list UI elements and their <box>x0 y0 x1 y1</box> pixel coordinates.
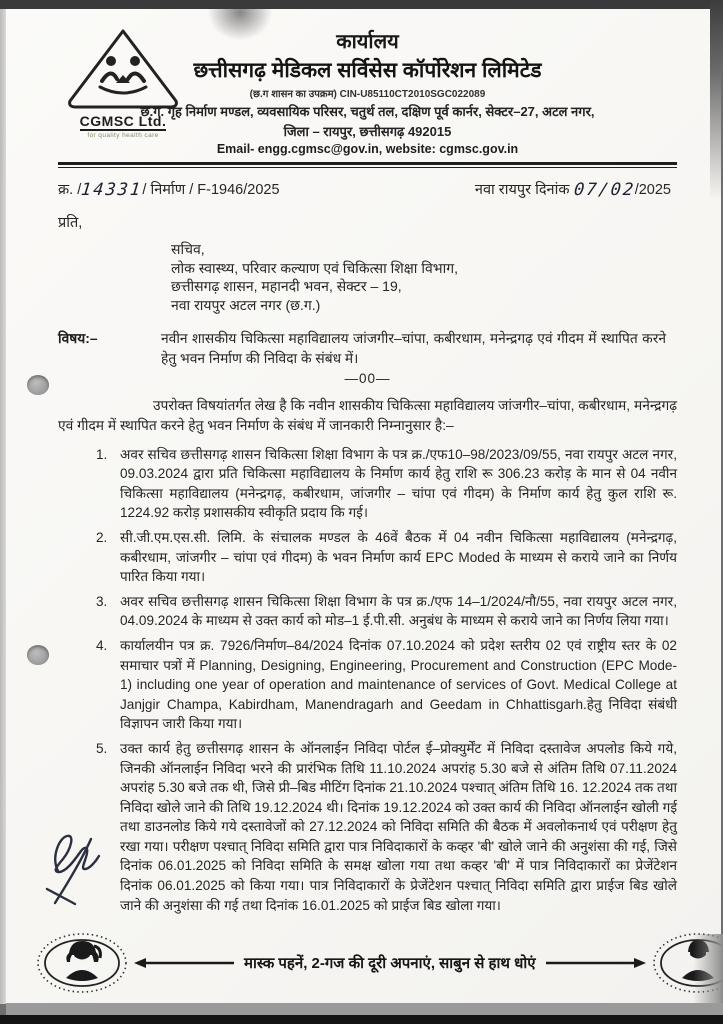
scan-edge-bottom-black <box>0 1015 723 1024</box>
numbered-point <box>96 445 677 523</box>
letterhead-divider <box>58 162 677 168</box>
addressee-line: छत्तीसगढ़ शासन, महानदी भवन, सेक्टर – 19, <box>171 278 402 294</box>
place-date-label: नवा रायपुर दिनांक <box>474 182 570 198</box>
address-line-2: जिला – रायपुर, छत्तीसगढ़ 492015 <box>283 124 452 139</box>
covid-message: मास्क पहनें, 2-गज की दूरी अपनाएं, साबुन से हाथ धोएं <box>244 955 536 972</box>
numbered-point <box>96 592 677 631</box>
point-number: 2. <box>96 529 108 545</box>
subject-label: विषय:– <box>58 331 98 346</box>
scan-smudge <box>205 9 275 43</box>
address-line-1: छ.ग. गृह निर्माण मण्डल, व्यवसायिक परिसर, चतुर्थ तल, दक्षिण पूर्व कार्नर, सेक्टर–27, अटल नगर, <box>140 104 595 119</box>
date-handwritten: 07/02 <box>572 180 636 200</box>
point-number: 5. <box>96 740 108 756</box>
subject-row <box>58 329 677 368</box>
point-text: अवर सचिव छत्तीसगढ़ शासन चिकित्सा शिक्षा विभाग के पत्र क्र./एफ10–98/2023/09/55, नवा रायपुर अटल नगर, 09.03.2024 द्वारा प्रति चिकित्सा महाविद्यालय के निर्माण कार्य हेतु राशि रू 306.23 करोड़ के मान से 04 नवीन चिकित्सा महाविद्यालय (मनेन्द्रगढ़, कबीरधाम, जांजगीर – चांपा एवं गीदम) के निर्माण कार्य हेतु कुल राशि रू. 1224.92 करोड़ प्रशासकीय स्वीकृति प्रदाय कि गई। <box>120 446 677 521</box>
intro-paragraph: उपरोक्त विषयांतर्गत लेख है कि नवीन शासकीय चिकित्सा महाविद्यालय जांजगीर–चांपा, कबीरधाम, मनेन्द्रगढ़ एवं गीदम में स्थापित करने हेतु भवन निर्माण के संबंध में जानकारी निम्नानुसार है:– <box>58 398 677 433</box>
letter-content <box>6 9 721 915</box>
salutation: प्रति, <box>58 215 83 231</box>
numbered-point <box>96 636 677 734</box>
cgmsc-logo-icon <box>64 27 182 113</box>
cgmsc-logo <box>52 27 194 139</box>
organization-name: छत्तीसगढ़ मेडिकल सर्विसेस कॉर्पोरेशन लिमिटेड <box>193 59 542 82</box>
point-number: 1. <box>96 446 108 462</box>
scan-edge-right-bottom <box>693 934 723 1004</box>
ref-prefix: क्र. / <box>58 182 82 198</box>
point-number: 4. <box>96 637 108 653</box>
scan-edge-left <box>0 9 6 1004</box>
addressee-line: सचिव, <box>171 241 205 257</box>
letterhead <box>58 19 677 156</box>
scan-edge-top <box>0 0 723 9</box>
place-date <box>475 179 677 199</box>
reference-row <box>58 179 677 199</box>
point-text: उक्त कार्य हेतु छत्तीसगढ़ शासन के ऑनलाईन निविदा पोर्टल ई–प्रोक्युर्मेंट में निविदा दस्तावेज अपलोड किये गये, जिनकी ऑनलाईन निविदा भरने की प्रारंभिक तिथि 11.10.2024 अपरांह 5.30 बजे से अंतिम तिथि 07.11.2024 अपरांह 5.30 बजे तक थी, जिसे प्री–बिड मीटिंग दिनांक 21.10.2024 पश्चात् अंतिम तिथि 16. 12.2024 तक तथा निविदा खोले जाने की तिथि 19.12.2024 थी। दिनांक 19.12.2024 को उक्त कार्य की निविदा ऑनलाईन खोली गई तथा डाउनलोड किये गये दस्तावेजों को 27.12.2024 को निविदा समिति की बैठक में अवलोकनार्थ एवं परीक्षण हेतु रखा गया। परीक्षण पश्चात् निविदा समिति द्वारा पात्र निविदाकारों के कव्हर 'बी' खोले जाने की अनुशंसा की गई, जिसे दिनांक 06.01.2025 को निविदा समिति के समक्ष खोला गया तथा कव्हर 'बी' में पात्र निविदाकारों का प्रेजेंटेशन दिनांक 06.01.2025 को किया गया। पात्र निविदाकारों के प्रेजेंटेशन पश्चात् निविदा समिति द्वारा प्राईज बिड खोले जाने की अनुशंसा की गई तथा दिनांक 16.01.2025 को प्राईज बिड खोला गया। <box>120 740 677 913</box>
right-arrow-icon <box>546 957 646 969</box>
point-text: सी.जी.एम.एस.सी. लिमि. के संचालक मण्डल के 46वें बैठक में 04 नवीन चिकित्सा महाविद्यालय (मनेन्द्रगढ़, कबीरधाम, जांजगीर – चांपा एवं गीदम) के भवन निर्माण कार्य EPC Moded के माध्यम से कराये जाने का निर्णय पारित किया गया। <box>120 529 677 585</box>
reference-number <box>58 179 280 199</box>
addressee-line: नवा रायपुर अटल नगर (छ.ग.) <box>171 296 321 313</box>
point-number: 3. <box>96 593 108 609</box>
numbered-point <box>96 528 677 587</box>
left-arrow-icon <box>134 957 234 969</box>
point-text: अवर सचिव छत्तीसगढ़ शासन चिकित्सा शिक्षा विभाग के पत्र क्र./एफ 14–1/2024/नौ/55, नवा रायपुर अटल नगर, 04.09.2024 के माध्यम से उक्त कार्य को मोड–1 ई.पी.सी. अनुबंध के माध्यम से कराये जाने का निर्णय लिया गया। <box>120 593 677 629</box>
scan-edge-right <box>710 0 723 200</box>
ref-number-handwritten: 14331 <box>80 180 144 200</box>
scanned-letter-page <box>6 9 721 1004</box>
cin-line: (छ.ग शासन का उपक्रम) CIN-U85110CT2010SGC022089 <box>249 89 486 100</box>
point-text: कार्यालयीन पत्र क्र. 7926/निर्माण–84/2024 दिनांक 07.10.2024 को प्रदेश स्तरीय 02 एवं राष्ट्रीय स्तर के 02 समाचार पत्रों में Planning, Designing, Engineering, Procurement and Construction (EPC Mode-1) including one year of operation and maintenance of services of Govt. Medical College at Janjgir Champa, Kabirdham, Manendragarh and Geedam in Chhattisgarh.हेतु निविदा संबंधी विज्ञापन जारी किया गया। <box>120 637 677 732</box>
signature-mark-icon <box>42 827 114 919</box>
contact-line: Email- engg.cgmsc@gov.in, website: cgmsc.gov.in <box>216 142 519 156</box>
numbered-points <box>96 445 677 916</box>
numbered-point <box>96 739 677 915</box>
addressee-line: लोक स्वास्थ्य, परिवार कल्याण एवं चिकित्सा शिक्षा विभाग, <box>171 259 458 276</box>
addressee-block <box>171 240 677 314</box>
section-divider: —00— <box>344 371 391 386</box>
subject-text: नवीन शासकीय चिकित्सा महाविद्यालय जांजगीर–चांपा, कबीरधाम, मनेन्द्रगढ़ एवं गीदम में स्थापित करने हेतु भवन निर्माण की निविदा के संबंध में। <box>161 331 666 366</box>
logo-tagline: for quality health care <box>87 132 159 139</box>
date-year: /2025 <box>634 182 671 198</box>
covid-advisory-footer <box>36 932 697 994</box>
female-mask-icon <box>36 932 128 994</box>
ref-suffix: / निर्माण / F-1946/2025 <box>142 182 280 198</box>
office-label: कार्यालय <box>336 31 399 53</box>
logo-org-abbr: CGMSC Ltd. <box>79 113 167 129</box>
